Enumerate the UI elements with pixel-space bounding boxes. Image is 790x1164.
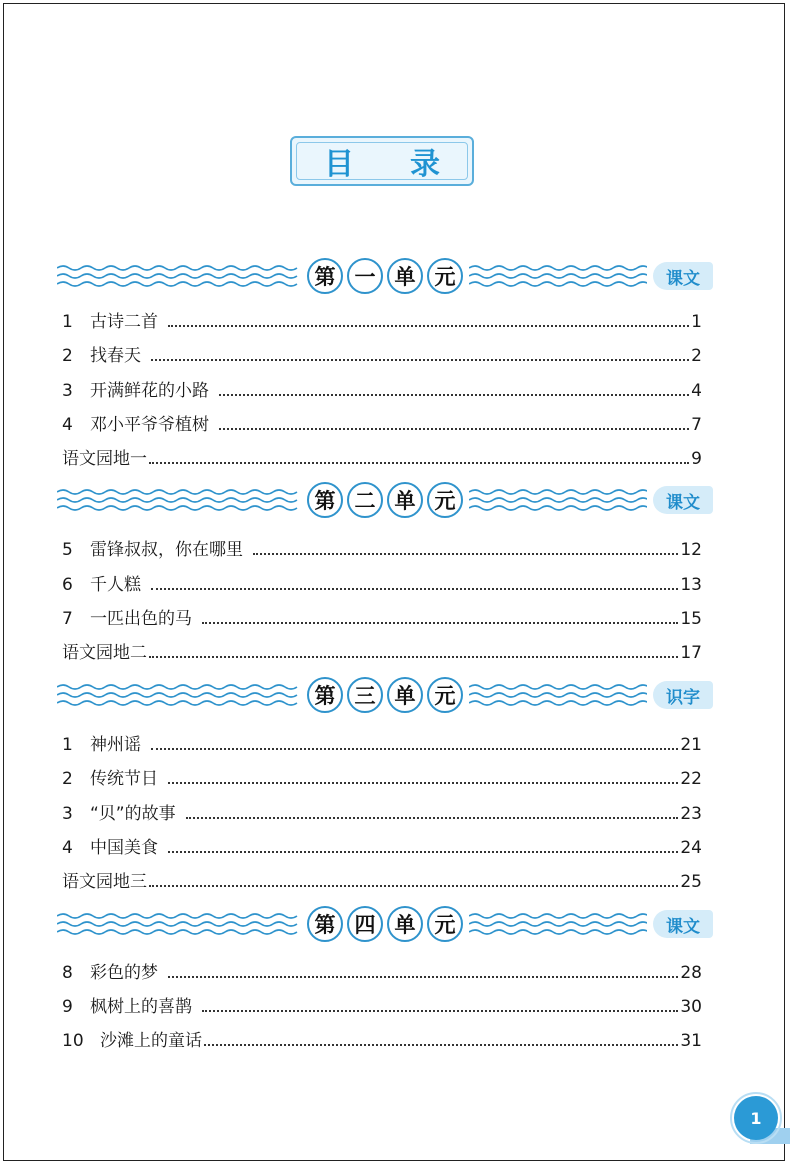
toc-title: 中国美食 [90,838,158,858]
toc-num: 10 [62,1031,84,1051]
toc-page: 25 [680,872,702,892]
toc-page: 31 [680,1031,702,1051]
toc-page: 30 [680,997,702,1017]
wave-decoration-right [469,910,647,938]
toc-page: 12 [680,540,702,560]
dot-leader [151,359,689,361]
toc-num: 3 [62,804,73,824]
dot-leader [168,851,678,853]
unit-char: 三 [347,677,383,713]
toc-title: “贝”的故事 [90,804,176,824]
toc-num: 3 [62,381,73,401]
toc-title: 语文园地二 [62,643,147,663]
toc-title: 传统节日 [90,769,158,789]
unit-char: 单 [387,906,423,942]
toc-num: 4 [62,838,73,858]
toc-num: 1 [62,735,73,755]
unit-char: 四 [347,906,383,942]
dot-leader [219,394,689,396]
toc-row[interactable] [62,569,702,595]
unit-title-circles [301,480,469,520]
dot-leader [151,588,678,590]
unit-char: 第 [307,906,343,942]
toc-row[interactable] [62,1025,702,1051]
page-number-decoration [720,1080,790,1164]
unit-header-2 [57,480,725,520]
unit-char: 单 [387,482,423,518]
toc-title: 彩色的梦 [90,963,158,983]
toc-page: 7 [691,415,702,435]
toc-row[interactable] [62,957,702,983]
toc-title: 千人糕 [90,575,141,595]
wave-decoration-left [57,910,301,938]
toc-title: 语文园地一 [62,449,147,469]
toc-page: 13 [680,575,702,595]
toc-num: 6 [62,575,73,595]
toc-page: 28 [680,963,702,983]
unit-char: 第 [307,482,343,518]
dot-leader [168,325,689,327]
toc-num: 1 [62,312,73,332]
toc-title: 古诗二首 [90,312,158,332]
dot-leader [253,553,678,555]
unit-char: 元 [427,906,463,942]
toc-row[interactable] [62,991,702,1017]
unit-title-circles [301,675,469,715]
dot-leader [186,817,679,819]
toc-row[interactable] [62,534,702,560]
unit-type-badge: 课文 [653,262,713,290]
toc-num: 7 [62,609,73,629]
dot-leader [149,656,678,658]
page-number: 1 [734,1096,778,1140]
unit-char: 第 [307,258,343,294]
toc-page: 17 [680,643,702,663]
toc-num: 8 [62,963,73,983]
toc-title: 神州谣 [90,735,141,755]
unit-header-1 [57,256,725,296]
toc-title: 一匹出色的马 [90,609,192,629]
wave-decoration-left [57,681,301,709]
unit-title-circles [301,256,469,296]
toc-title: 开满鲜花的小路 [90,381,209,401]
unit-title-circles [301,904,469,944]
dot-leader [149,462,689,464]
unit-char: 单 [387,258,423,294]
wave-decoration-right [469,486,647,514]
toc-title: 雷锋叔叔，你在哪里 [90,540,243,560]
unit-char: 元 [427,258,463,294]
unit-char: 二 [347,482,383,518]
unit-char: 第 [307,677,343,713]
unit-type-badge: 课文 [653,486,713,514]
toc-title: 沙滩上的童话 [100,1031,202,1051]
toc-page: 24 [680,838,702,858]
toc-row[interactable] [62,637,702,663]
toc-title: 枫树上的喜鹊 [90,997,192,1017]
unit-header-3 [57,675,725,715]
toc-page: 15 [680,609,702,629]
toc-row[interactable] [62,603,702,629]
toc-row[interactable] [62,340,702,366]
toc-page: 9 [691,449,702,469]
dot-leader [149,885,678,887]
toc-num: 5 [62,540,73,560]
unit-char: 单 [387,677,423,713]
toc-row[interactable] [62,798,702,824]
dot-leader [168,976,678,978]
wave-decoration-left [57,486,301,514]
unit-char: 元 [427,677,463,713]
wave-decoration-right [469,681,647,709]
toc-num: 2 [62,346,73,366]
unit-type-badge: 识字 [653,681,713,709]
toc-page: 22 [680,769,702,789]
toc-num: 9 [62,997,73,1017]
toc-title: 语文园地三 [62,872,147,892]
dot-leader [168,782,678,784]
dot-leader [202,1010,678,1012]
toc-row[interactable] [62,443,702,469]
unit-char: 一 [347,258,383,294]
wave-decoration-left [57,262,301,290]
dot-leader [204,1044,678,1046]
dot-leader [219,428,689,430]
toc-row[interactable] [62,832,702,858]
unit-header-4 [57,904,725,944]
toc-num: 2 [62,769,73,789]
toc-page: 2 [691,346,702,366]
unit-type-badge: 课文 [653,910,713,938]
unit-char: 元 [427,482,463,518]
toc-row[interactable] [62,409,702,435]
toc-row[interactable] [62,306,702,332]
toc-row[interactable] [62,729,702,755]
toc-page: 4 [691,381,702,401]
wave-decoration-right [469,262,647,290]
toc-row[interactable] [62,375,702,401]
toc-title: 邓小平爷爷植树 [90,415,209,435]
toc-title-box [290,136,496,186]
toc-page: 1 [691,312,702,332]
page-title: 目录 [324,147,496,182]
toc-num: 4 [62,415,73,435]
toc-title: 找春天 [90,346,141,366]
toc-page: 21 [680,735,702,755]
toc-row[interactable] [62,866,702,892]
dot-leader [151,748,678,750]
toc-row[interactable] [62,763,702,789]
dot-leader [202,622,678,624]
toc-page: 23 [680,804,702,824]
